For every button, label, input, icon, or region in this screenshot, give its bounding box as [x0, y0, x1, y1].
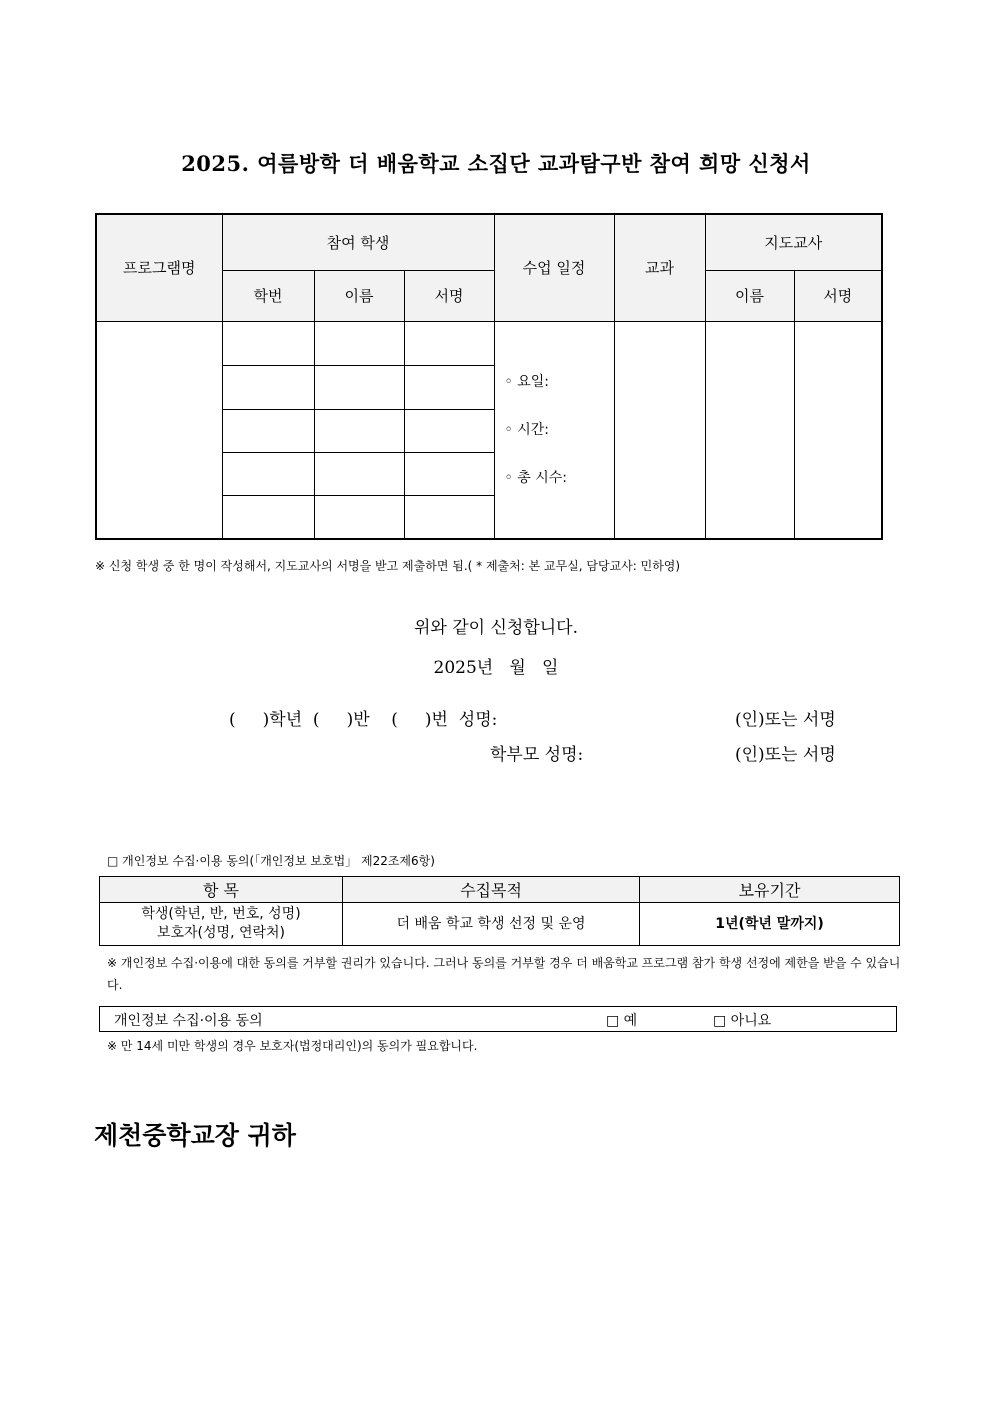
student-id-cell[interactable]: [222, 365, 314, 409]
program-header: 프로그램명: [96, 214, 222, 321]
student-name-cell[interactable]: [314, 410, 404, 453]
consent-item-header: 항 목: [100, 877, 343, 903]
teacher-header: 지도교사: [705, 214, 882, 270]
student-sign-cell[interactable]: [404, 321, 494, 365]
subject-header: 교과: [614, 214, 705, 321]
student-sign-cell[interactable]: [404, 365, 494, 409]
parent-sign-label: (인)또는 서명: [735, 745, 836, 765]
student-id-cell[interactable]: [222, 496, 314, 539]
students-header: 참여 학생: [222, 214, 494, 270]
schedule-day: ◦ 요일:: [504, 373, 550, 390]
age-note: ※ 만 14세 미만 학생의 경우 보호자(법정대리인)의 동의가 필요합니다.: [107, 1039, 478, 1053]
parent-name-line: 학부모 성명:: [490, 745, 584, 765]
consent-period-header: 보유기간: [640, 877, 900, 903]
student-sign-cell[interactable]: [404, 453, 494, 496]
subject-cell[interactable]: [614, 321, 705, 539]
student-sign-label: (인)또는 서명: [735, 710, 836, 730]
teacher-name-header: 이름: [705, 270, 794, 321]
student-id-header: 학번: [222, 270, 314, 321]
program-name-cell[interactable]: [96, 321, 222, 539]
addressee: 제천중학교장 귀하: [94, 1121, 296, 1150]
consent-period-cell: 1년(학년 말까지): [640, 903, 900, 946]
teacher-sign-header: 서명: [794, 270, 882, 321]
student-name-header: 이름: [314, 270, 404, 321]
apply-statement: 위와 같이 신청합니다.: [413, 618, 578, 638]
consent-purpose-header: 수집목적: [343, 877, 640, 903]
application-table: [95, 213, 883, 540]
student-id-cell[interactable]: [222, 410, 314, 453]
student-name-cell[interactable]: [314, 365, 404, 409]
schedule-hours: ◦ 총 시수:: [504, 469, 567, 486]
schedule-header: 수업 일정: [494, 214, 614, 321]
consent-item-student: 학생(학년, 반, 번호, 성명): [141, 906, 301, 922]
student-name-cell[interactable]: [314, 321, 404, 365]
teacher-name-cell[interactable]: [705, 321, 794, 539]
student-name-cell[interactable]: [314, 496, 404, 539]
page-title: 2025. 여름방학 더 배움학교 소집단 교과탐구반 참여 희망 신청서: [181, 151, 811, 176]
schedule-cell[interactable]: [494, 321, 614, 539]
consent-no-checkbox[interactable]: □ 아니요: [713, 1013, 772, 1029]
student-id-cell[interactable]: [222, 321, 314, 365]
apply-date: 2025년 월 일: [433, 658, 559, 678]
schedule-time: ◦ 시간:: [504, 421, 550, 438]
consent-agree-box: [99, 1006, 897, 1032]
student-id-cell[interactable]: [222, 453, 314, 496]
student-name-cell[interactable]: [314, 453, 404, 496]
consent-item-parent: 보호자(성명, 연락처): [156, 925, 286, 941]
consent-yes-checkbox[interactable]: □ 예: [606, 1013, 638, 1029]
student-sign-cell[interactable]: [404, 496, 494, 539]
consent-agree-label: 개인정보 수집·이용 동의: [114, 1013, 263, 1029]
consent-title: □ 개인정보 수집·이용 동의(「개인정보 보호법」 제22조제6항): [107, 854, 435, 868]
submission-note: ※ 신청 학생 중 한 명이 작성해서, 지도교사의 서명을 받고 제출하면 됨.( * 제출처: 본 교무실, 담당교사: 민하영): [95, 559, 681, 573]
student-sign-header: 서명: [404, 270, 494, 321]
consent-table: [99, 876, 900, 946]
consent-item-cell: [100, 903, 343, 946]
teacher-sign-cell[interactable]: [794, 321, 882, 539]
consent-refusal-note: ※ 개인정보 수집·이용에 대한 동의를 거부할 권리가 있습니다. 그러나 동의를 거부할 경우 더 배움학교 프로그램 참가 학생 선정에 제한을 받을 수 있습니다.: [107, 956, 901, 992]
consent-purpose-cell: 더 배움 학교 학생 선정 및 운영: [343, 903, 640, 946]
student-info-line: ( )학년 ( )반 ( )번 성명:: [229, 710, 498, 730]
student-sign-cell[interactable]: [404, 410, 494, 453]
